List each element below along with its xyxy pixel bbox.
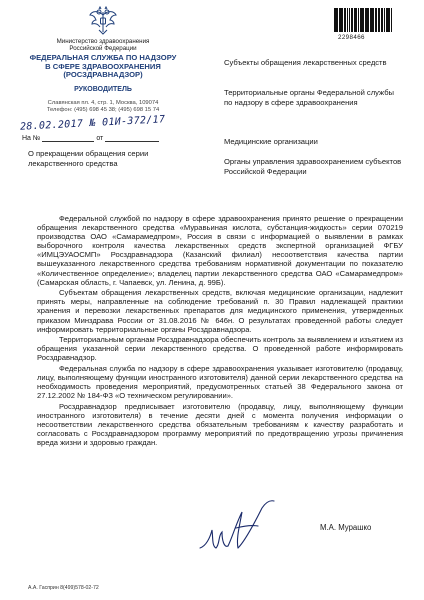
barcode bbox=[334, 8, 392, 32]
reference-from: от bbox=[96, 135, 104, 142]
address-line: Телефон: (495) 698 45 38; (495) 698 15 74 bbox=[46, 107, 160, 113]
signer-name: М.А. Мурашко bbox=[320, 523, 372, 532]
ministry-line: Российской Федерации bbox=[69, 45, 137, 53]
ministry-name bbox=[18, 38, 188, 53]
body-paragraph: Федеральной службой по надзору в сфере здравоохранения принято решение о прекращении обращения лекарственного средства «Муравьиная кислота, субстанция-жидкость» серии 070219 производства ОАО «Самарамедпром», Россия в связи с информацией о выявлении в рамках выборочного контроля качества лекарственных средств экспертной организацией ФГБУ «ИМЦЭУАОСМП» Росздравнадзора (Казанский филиал) несоответствия качества партии вышеуказанного лекарственного средства требованиям нормативной документации по показателю «Количественное определение»; владелец партии лекарственного средства ОАО «Самарамедпром» (Самарская область, г. Чапаевск, ул. Ленина, д. 99Б). bbox=[37, 214, 403, 287]
barcode-bar bbox=[388, 8, 389, 32]
addressee: Территориальные органы Федеральной службы по надзору в сфере здравоохранения bbox=[224, 88, 395, 107]
barcode-bar bbox=[368, 8, 369, 32]
barcode-bar bbox=[391, 8, 392, 32]
service-line: ФЕДЕРАЛЬНАЯ СЛУЖБА ПО НАДЗОРУ bbox=[29, 53, 177, 62]
body-paragraph: Федеральная служба по надзору в сфере здравоохранения указывает изготовителю (продавцу, лицу, выполняющему функции иностранного изготовителя) данной серии лекарственного средства на необходимость проведения мероприятий, предусмотренных статьей 38 Федерального закона от 27.12.2002 № 184-ФЗ «О техническом регулировании». bbox=[37, 364, 403, 401]
barcode-bar bbox=[358, 8, 359, 32]
head-title: РУКОВОДИТЕЛЬ bbox=[74, 86, 132, 93]
document-number-handwritten: 28.02.2017 № 01И-372/17 bbox=[19, 114, 166, 133]
reference-date-blank bbox=[105, 133, 159, 142]
reference-number-blank bbox=[42, 133, 94, 142]
address-line: Славянская пл. 4, стр. 1, Москва, 109074 bbox=[47, 100, 159, 106]
reference-number-line bbox=[22, 133, 159, 142]
body-paragraph: Росздравнадзор предписывает изготовителю (продавцу, лицу, выполняющему функции иностранного изготовителя) в течение десяти дней с момента получения информации о несоответствии лекарственного средства обязательным требованиям к качеству разработать и согласовать с Росздравнадзором программу мероприятий по предотвращению угрозы причинения вреда жизни и здоровью граждан. bbox=[37, 401, 403, 448]
barcode-bar bbox=[347, 8, 348, 32]
addressee: Медицинские организации bbox=[224, 137, 318, 146]
double-headed-eagle-emblem-icon bbox=[88, 6, 118, 36]
service-line: (РОСЗДРАВНАДЗОР) bbox=[63, 70, 143, 80]
addressee: Органы управления здравоохранением субъектов Российской Федерации bbox=[224, 157, 402, 176]
reference-prefix: На № bbox=[22, 135, 41, 142]
sender-address bbox=[18, 100, 188, 114]
addressee: Субъекты обращения лекарственных средств bbox=[224, 58, 387, 67]
executor-contact: А.А. Гасприн 8(499)578-02-72 bbox=[28, 585, 99, 591]
barcode-bar bbox=[373, 8, 374, 32]
barcode-bar bbox=[378, 8, 380, 32]
body-paragraph: Субъектам обращения лекарственных средств, включая медицинские организации, надлежит принять меры, направленные на соблюдение требований п. 30 Правил надлежащей практики хранения и перевозки лекарственных препаратов для медицинского применения, утвержденных приказом Минздрава России от 31.08.2016 № 646н. О результатах проведенной работы следует информировать территориальные органы Росздравнадзора. bbox=[37, 288, 403, 334]
ministry-line: Министерство здравоохранения bbox=[56, 38, 150, 45]
handwritten-signature-icon bbox=[196, 498, 280, 560]
barcode-bar bbox=[366, 8, 368, 32]
body-paragraph: Территориальным органам Росздравнадзора обеспечить контроль за выявлением и изъятием из обращения указанной серии лекарственного средства. О проведенной работе информировать Росздравнадзор. bbox=[37, 335, 403, 363]
barcode-bar bbox=[341, 8, 343, 32]
service-name bbox=[18, 54, 188, 80]
barcode-bar bbox=[384, 8, 385, 32]
letter-subject: О прекращении обращения серии лекарственного средства bbox=[28, 149, 149, 168]
barcode-number: 2298466 bbox=[338, 34, 365, 41]
letter-body bbox=[37, 214, 403, 449]
barcode-bar bbox=[336, 8, 337, 32]
barcode-bar bbox=[352, 8, 353, 32]
service-line: В СФЕРЕ ЗДРАВООХРАНЕНИЯ bbox=[45, 61, 161, 71]
barcode-bar bbox=[362, 8, 363, 32]
